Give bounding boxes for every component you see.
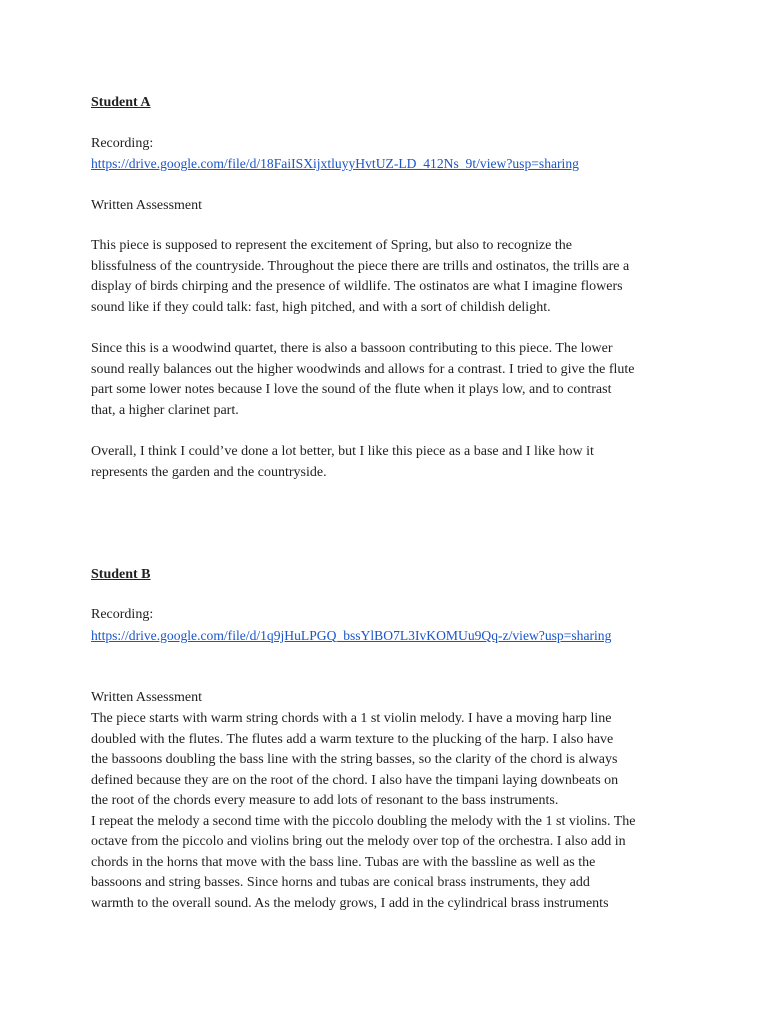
paragraph-line: I repeat the melody a second time with the piccolo doubling the melody with the 1 st violins. The — [91, 813, 636, 829]
student-a-assessment-label: Written Assessment — [91, 198, 203, 213]
paragraph-line: Overall, I think I could’ve done a lot better, but I like this piece as a base and I like how it — [91, 444, 594, 459]
student-b-heading: Student B — [91, 567, 151, 582]
student-a-recording-link[interactable]: https://drive.google.com/file/d/18FaiISXijxtluyyHvtUZ-LD_412Ns_9t/view?usp=sharing — [91, 156, 579, 171]
student-b-assessment-label: Written Assessment — [91, 690, 203, 705]
student-a-recording-link-wrapper — [91, 154, 691, 175]
paragraph-line: Since this is a woodwind quartet, there is also a bassoon contributing to this piece. The lower — [91, 341, 613, 356]
paragraph-line: warmth to the overall sound. As the melody grows, I add in the cylindrical brass instruments — [91, 895, 609, 911]
paragraph-line: that, a higher clarinet part. — [91, 402, 239, 418]
paragraph-line: bassoons and string basses. Since horns and tubas are conical brass instruments, they add — [91, 875, 590, 890]
paragraph-line: display of birds chirping and the presence of wildlife. The ostinatos are what I imagine flowers — [91, 279, 623, 294]
paragraph-line: defined because they are on the root of the chord. I also have the timpani laying downbeats on — [91, 772, 619, 788]
paragraph-line: chords in the horns that move with the bass line. Tubas are with the bassline as well as the — [91, 854, 596, 870]
paragraph-line: the bassoons doubling the bass line with the string basses, so the clarity of the chord is always — [91, 752, 618, 767]
paragraph-line: The piece starts with warm string chords with a 1 st violin melody. I have a moving harp line — [91, 711, 612, 726]
student-b-recording-link-wrapper — [91, 626, 691, 647]
paragraph-line: doubled with the flutes. The flutes add a warm texture to the plucking of the harp. I also have — [91, 731, 614, 747]
student-a-heading: Student A — [91, 95, 151, 110]
student-b-paragraph — [91, 709, 691, 914]
paragraph-line: This piece is supposed to represent the excitement of Spring, but also to recognize the — [91, 238, 572, 253]
student-a-recording-label: Recording: — [91, 136, 154, 151]
paragraph-line: represents the garden and the countryside. — [91, 464, 327, 480]
paragraph-line: sound really balances out the higher woodwinds and allows for a contrast. I tried to give the flute — [91, 361, 635, 377]
paragraph-line: sound like if they could talk: fast, high pitched, and with a sort of childish delight. — [91, 299, 551, 315]
student-a-paragraph-2 — [91, 339, 691, 421]
paragraph-line: the root of the chords every measure to add lots of resonant to the bass instruments. — [91, 793, 559, 808]
paragraph-line: part some lower notes because I love the sound of the flute when it plays low, and to contrast — [91, 382, 612, 397]
paragraph-line: octave from the piccolo and violins bring out the melody over top of the orchestra. I also add in — [91, 834, 626, 849]
paragraph-line: blissfulness of the countryside. Throughout the piece there are trills and ostinatos, the trills are a — [91, 258, 630, 274]
student-b-recording-link[interactable]: https://drive.google.com/file/d/1q9jHuLPGQ_bssYlBO7L3IvKOMUu9Qq-z/view?usp=sharing — [91, 628, 612, 643]
student-a-paragraph-1 — [91, 236, 691, 318]
student-a-paragraph-3 — [91, 442, 691, 483]
student-b-recording-label: Recording: — [91, 607, 154, 622]
